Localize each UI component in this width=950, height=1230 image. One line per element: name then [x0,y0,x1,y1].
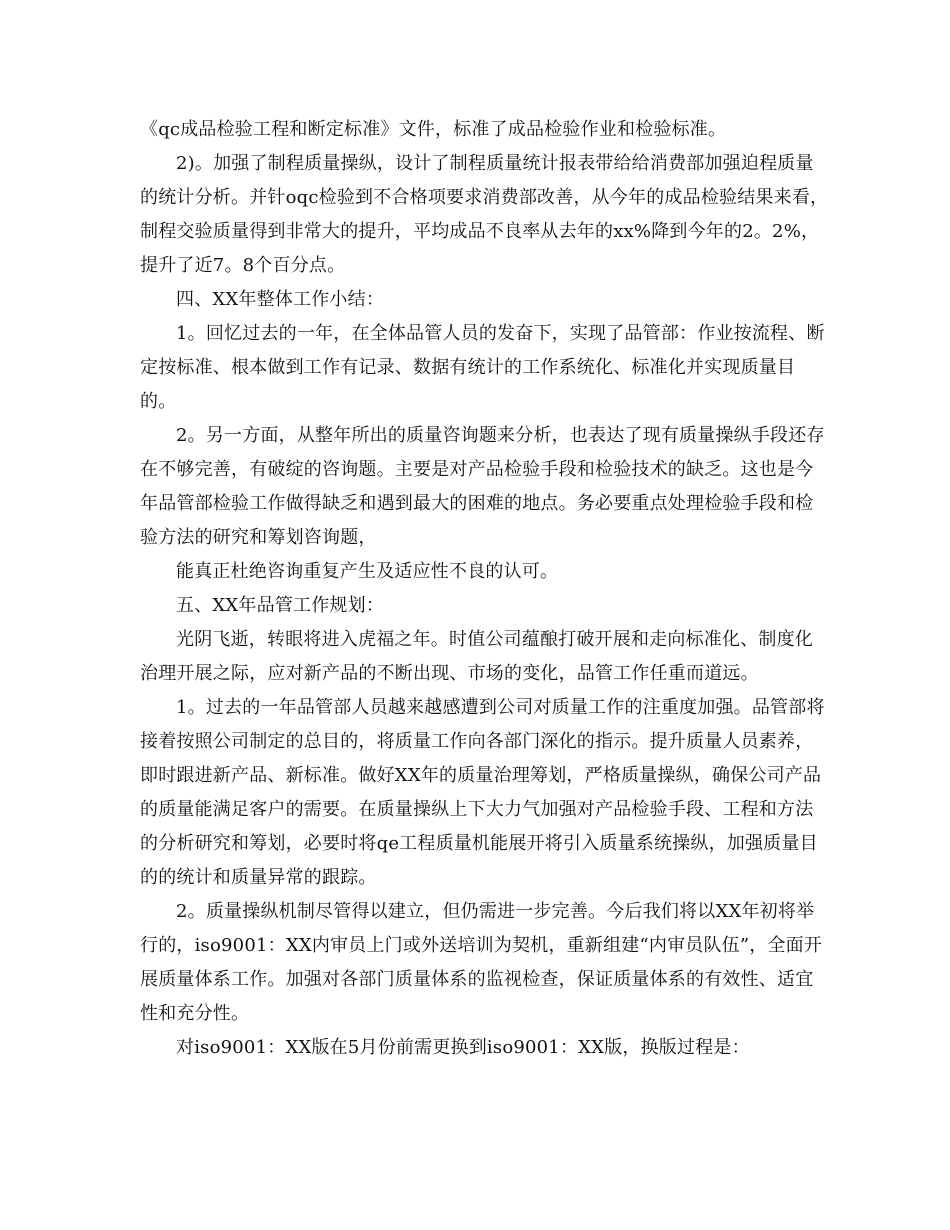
paragraph-iso-transition: 对iso9001：XX版在5月份前需更换到iso9001：XX版，换版过程是： [176,1037,750,1058]
paragraph-summary-2: 2。另一方面，从整年所出的质量咨询题来分析，也表达了现有质量操纵手段还存在不够完善，有破绽的咨询题。主要是对产品检验手段和检验技术的缺乏。这也是今年品管部检验工作做得缺乏和遇到最大的困难的地点。务必要重点处理检验手段和检验方法的研究和筹划咨询题， [140,425,825,548]
section-heading-summary: 四、XX年整体工作小结： [176,289,385,310]
paragraph-summary-1: 1。回忆过去的一年，在全体品管人员的发奋下，实现了品管部：作业按流程、断定按标准、根本做到工作有记录、数据有统计的工作系统化、标准化并实现质量目的。 [140,323,825,412]
paragraph-plan-intro: 光阴飞逝，转眼将进入虎福之年。时值公司蕴酿打破开展和走向标准化、制度化治理开展之际，应对新产品的不断出现、市场的变化，品管工作任重而道远。 [140,629,813,684]
paragraph-plan-1: 1。过去的一年品管部人员越来越感遭到公司对质量工作的注重度加强。品管部将接着按照公司制定的总目的，将质量工作向各部门深化的指示。提升质量人员素养，即时跟进新产品、新标准。做好XX年的质量治理筹划，严格质量操纵，确保公司产品的质量能满足客户的需要。在质量操纵上下大力气加强对产品检验手段、工程和方法的分析研究和筹划，必要时将qe工程质量机能展开将引入质量系统操纵，加强质量目的的统计和质量异常的跟踪。 [140,697,825,888]
section-heading-plan: 五、XX年品管工作规划： [176,595,385,616]
paragraph-process-quality: 2)。加强了制程质量操纵，设计了制程质量统计报表带给给消费部加强迫程质量的统计分析。并针oqc检验到不合格项要求消费部改善，从今年的成品检验结果来看，制程交验质量得到非常大的提升，平均成品不良率从去年的xx%降到今年的2。2%，提升了近7。8个百分点。 [140,153,829,276]
paragraph-standard-document: 《qc成品检验工程和断定标准》文件，标准了成品检验作业和检验标准。 [140,119,727,140]
paragraph-summary-3: 能真正杜绝咨询重复产生及适应性不良的认可。 [176,561,559,582]
document-body [140,113,830,1065]
paragraph-plan-2: 2。质量操纵机制尽管得以建立，但仍需进一步完善。今后我们将以XX年初将举行的，iso9001：XX内审员上门或外送培训为契机，重新组建“内审员队伍”，全面开展质量体系工作。加强对各部门质量体系的监视检查，保证质量体系的有效性、适宜性和充分性。 [140,901,823,1024]
